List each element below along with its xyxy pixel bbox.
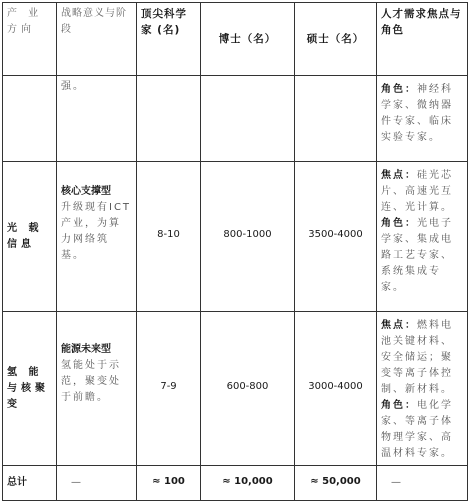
focus-text-2: 神经科学家、微纳器件专家、临床实验专家。 [381, 84, 453, 143]
talent-demand-table [2, 2, 468, 501]
header-strategy: 战略意义与阶段 [57, 3, 137, 76]
total-phd: ≈ 10,000 [201, 466, 295, 501]
strategy-title: 能源未来型 [61, 344, 111, 355]
total-master: ≈ 50,000 [295, 466, 377, 501]
strategy-cell [57, 76, 137, 162]
focus-text-1: 燃料电池关键材料、安全储运；聚变等离子体控制、新材料。 [381, 320, 453, 395]
industry-cell [3, 76, 57, 162]
table-row [3, 312, 468, 466]
total-row [3, 466, 468, 501]
focus-cell [377, 312, 468, 466]
table-row [3, 162, 468, 312]
strategy-desc: 强。 [61, 81, 85, 92]
strategy-desc: 升级现有ICT产业，为算力网络筑基。 [61, 202, 132, 261]
strategy-cell [57, 162, 137, 312]
focus-text-2: 电化学家、等离子体物理学家、高温材料专家。 [381, 400, 453, 459]
header-master: 硕士（名） [295, 3, 377, 76]
total-top-scientists: ≈ 100 [137, 466, 201, 501]
table-row [3, 76, 468, 162]
header-top-scientists: 顶尖科学 家 (名) [137, 3, 201, 76]
focus-text-1: 硅光芯片、高速光互连、光计算。 [381, 170, 453, 213]
phd-cell: 800-1000 [201, 162, 295, 312]
table-header-row [3, 3, 468, 76]
top-scientists-cell [137, 76, 201, 162]
master-cell: 3500-4000 [295, 162, 377, 312]
focus-cell [377, 76, 468, 162]
total-strategy-cell: — [57, 466, 137, 501]
header-industry: 产 业 方向 [3, 3, 57, 76]
focus-text-2: 光电子学家、集成电路工艺专家、系统集成专家。 [381, 218, 453, 293]
phd-cell [201, 76, 295, 162]
header-phd: 博士（名） [201, 3, 295, 76]
focus-cell [377, 162, 468, 312]
strategy-title: 核心支撑型 [61, 186, 111, 197]
phd-cell: 600-800 [201, 312, 295, 466]
industry-cell: 光 载信息 [3, 162, 57, 312]
total-focus-cell: — [377, 466, 468, 501]
focus-label-2: 角色： [381, 218, 417, 229]
focus-label-1: 焦点： [381, 320, 417, 331]
header-focus: 人才需求焦点与角色 [377, 3, 468, 76]
focus-label-2: 角色： [381, 400, 417, 411]
focus-label-1: 焦点： [381, 170, 417, 181]
total-label: 总计 [3, 466, 57, 501]
master-cell: 3000-4000 [295, 312, 377, 466]
focus-label-2: 角色： [381, 84, 417, 95]
top-scientists-cell: 8-10 [137, 162, 201, 312]
strategy-cell [57, 312, 137, 466]
industry-cell: 氢 能与核聚变 [3, 312, 57, 466]
master-cell [295, 76, 377, 162]
strategy-desc: 氢能处于示范，聚变处于前瞻。 [61, 360, 121, 403]
top-scientists-cell: 7-9 [137, 312, 201, 466]
